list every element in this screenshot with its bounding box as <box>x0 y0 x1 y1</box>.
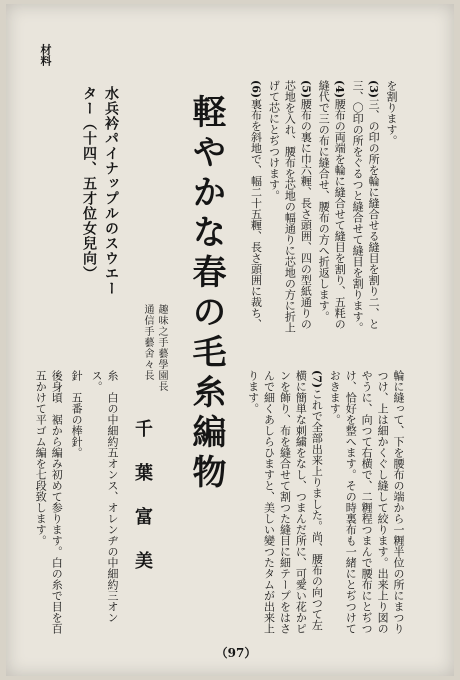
step-item: 輪に縫って、下を腰布の端から一糎半位の所にまつりつけ、上は細かくぐし縫して絞ります。出来上り図のやうに、向つて右横で、二糎程つまんで腰布にとぢつけ、恰好を整へます。その時裏布も一緒にとぢつけておきます。 <box>328 370 405 634</box>
article-title: 軽やかな春の毛糸編物 <box>186 94 226 494</box>
step-item: (5)腰布の裏に巾六糎、長さ頭囲、四の型紙通りの芯地を入れ、腰布を芯地の幅通りに芯地の方に折上げて芯にとぢつけます。 <box>267 80 313 333</box>
step-item: を割ります。 <box>385 80 398 146</box>
instructions-bottom <box>238 370 408 640</box>
author-title-2: 通信手藝舍々長 <box>142 304 153 381</box>
pattern-subtitle-line2: ター（十四、五才位女兒向） <box>81 86 97 281</box>
section-label: 材料 <box>39 44 52 66</box>
step-item: (4)腰布の両端を輪に縫合せて縫目を割り、五粍の縫代で三の布に縫合せ、腰布の方へ折返します。 <box>317 80 347 330</box>
material-needles: 針 五番の棒針。 <box>70 370 84 458</box>
material-yarn: 糸 白の中細約五オンス、オレンヂの中細約三オンス。 <box>90 370 119 623</box>
instructions-top <box>231 80 401 335</box>
author-name: 千葉富美 <box>132 419 153 595</box>
page-number: （97） <box>215 646 257 660</box>
step-item: (3)三、の印の所を輪に縫合せる縫目を割り二、と三、〇印の所をぐるつと縫合せて縫目を割ります。 <box>351 80 381 333</box>
material-back-body: 後身頃 裾から編み初めて参ります。白の糸で目を百五かけて平ゴム編を七段致します。 <box>34 370 64 634</box>
book-page <box>6 4 454 676</box>
author-title-1: 趣味之手藝學園長 <box>156 304 167 392</box>
step-item: (6)裏布を斜地で、幅二十五糎、長さ頭囲に裁ち、 <box>249 80 263 330</box>
materials-block <box>34 370 124 640</box>
pattern-subtitle-line1: 水兵衿パイナップルのスウエー <box>103 86 119 296</box>
step-item: (7)これで全部出来上りました。尚、腰布の向つて左横に簡単な刺繍をなし、つまんだ所に、可愛い花かピンを飾り、布を縫合せて割つた縫目に細テープをはさんで細くあしらひますと、美しい變つたタムが出来上ります。 <box>246 370 324 634</box>
